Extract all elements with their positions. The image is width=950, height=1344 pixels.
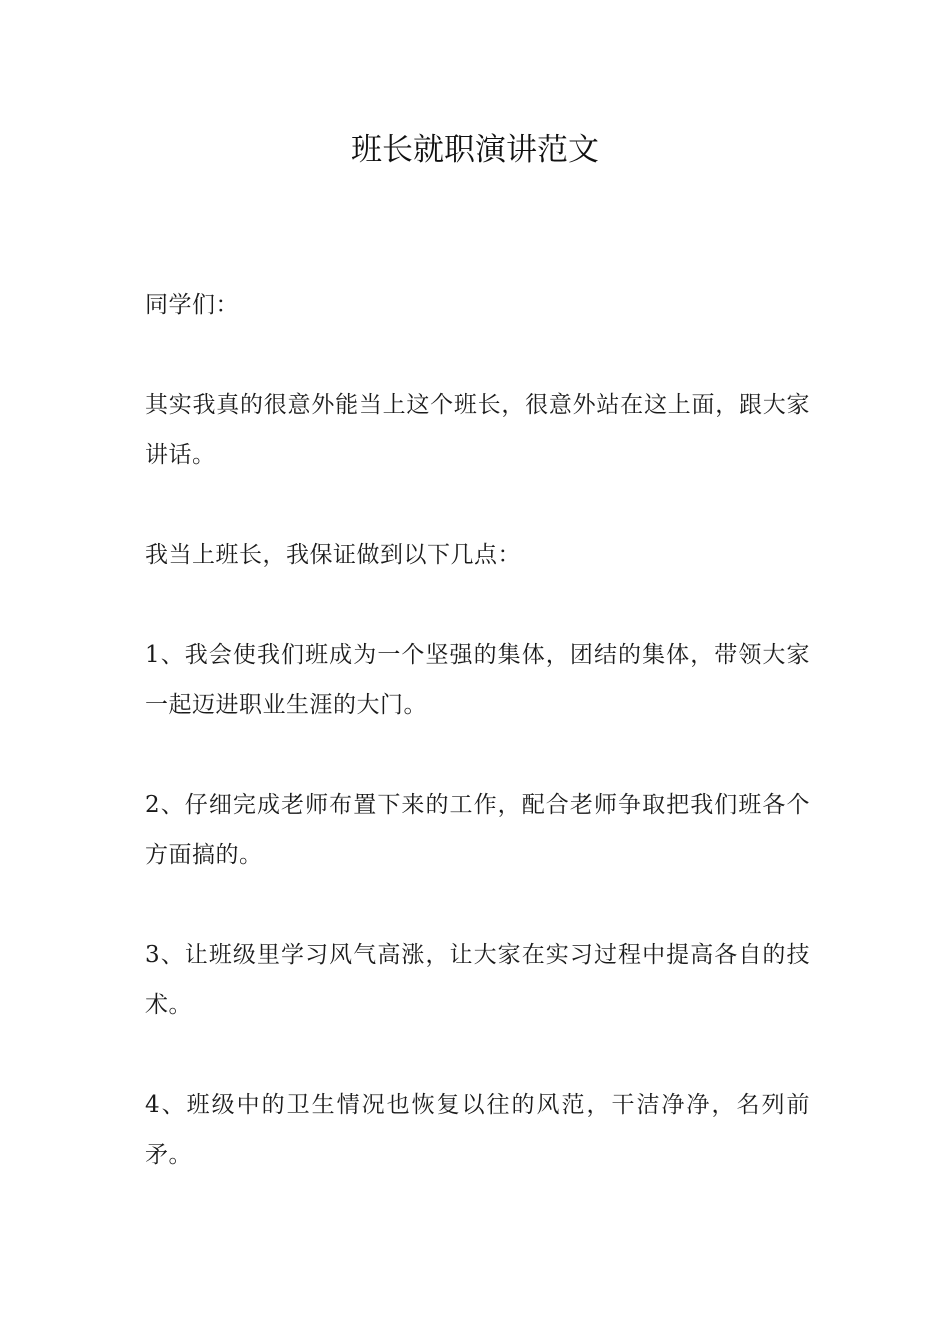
pledge-item-1: 1、我会使我们班成为一个坚强的集体，团结的集体，带领大家一起迈进职业生涯的大门。 — [145, 642, 810, 718]
intro-paragraph: 其实我真的很意外能当上这个班长，很意外站在这上面，跟大家讲话。 — [145, 392, 810, 468]
pledge-item-2: 2、仔细完成老师布置下来的工作，配合老师争取把我们班各个方面搞的。 — [145, 792, 810, 868]
salutation-paragraph: 同学们： — [145, 292, 239, 318]
pledge-intro-paragraph: 我当上班长，我保证做到以下几点： — [145, 542, 521, 568]
document-body — [145, 280, 810, 1230]
pledge-item-4: 4、班级中的卫生情况也恢复以往的风范，干洁净净，名列前矛。 — [145, 1092, 810, 1168]
document-title: 班长就职演讲范文 — [351, 132, 599, 168]
pledge-item-3: 3、让班级里学习风气高涨，让大家在实习过程中提高各自的技术。 — [145, 942, 810, 1018]
